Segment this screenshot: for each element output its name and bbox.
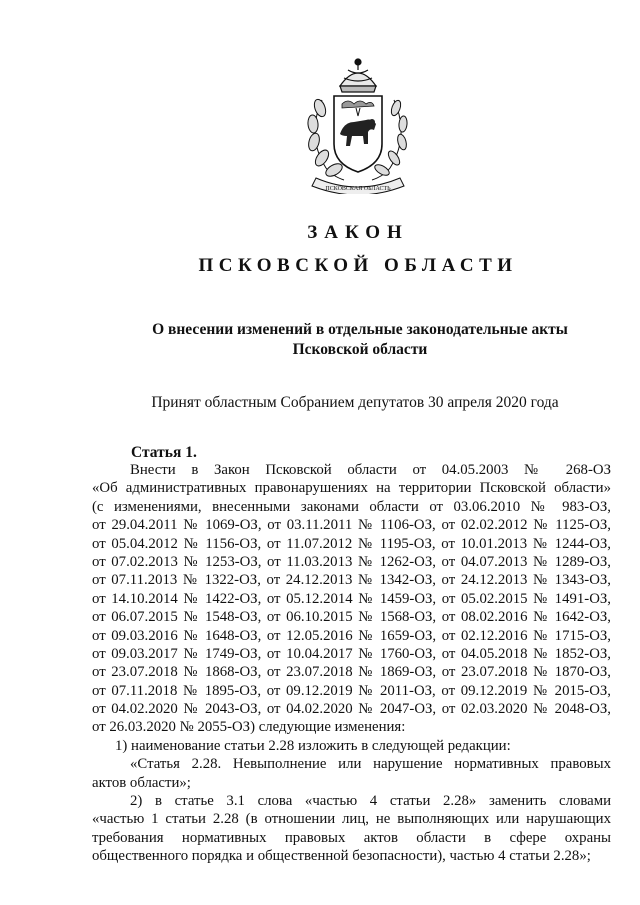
article-line: 2) в статье 3.1 слова «частью 4 статьи 2.28» заменить словами <box>130 793 611 810</box>
law-subject <box>150 320 570 360</box>
article-line: «Статья 2.28. Невыполнение или нарушение нормативных правовых <box>130 756 611 773</box>
article-line: от 23.07.2018 № 1868-ОЗ, от 23.07.2018 № 1869-ОЗ, от 23.07.2018 № 1870-ОЗ, <box>92 664 611 681</box>
article-line: от 26.03.2020 № 2055-ОЗ) следующие изменения: <box>92 719 406 736</box>
article-line: от 09.03.2017 № 1749-ОЗ, от 10.04.2017 № 1760-ОЗ, от 04.05.2018 № 1852-ОЗ, <box>92 645 611 662</box>
article-line: от 09.03.2016 № 1648-ОЗ, от 12.05.2016 № 1659-ОЗ, от 02.12.2016 № 1715-ОЗ, <box>92 627 611 644</box>
article-line: от 06.07.2015 № 1548-ОЗ, от 06.10.2015 № 1568-ОЗ, от 08.02.2016 № 1642-ОЗ, <box>92 609 611 626</box>
article-line: от 07.11.2013 № 1322-ОЗ, от 24.12.2013 № 1342-ОЗ, от 24.12.2013 № 1343-ОЗ, <box>92 572 611 589</box>
article-line: от 14.10.2014 № 1422-ОЗ, от 05.12.2014 № 1459-ОЗ, от 05.02.2015 № 1491-ОЗ, <box>92 590 611 607</box>
article-heading: Статья 1. <box>131 444 197 461</box>
article-line: от 29.04.2011 № 1069-ОЗ, от 03.11.2011 № 1106-ОЗ, от 02.02.2012 № 1125-ОЗ, <box>92 517 611 534</box>
emblem-ribbon-text: ПСКОВСКАЯ ОБЛАСТЬ <box>325 186 391 192</box>
document-region: ПСКОВСКОЙ ОБЛАСТИ <box>198 255 518 276</box>
article-line: актов области»; <box>92 774 191 791</box>
law-subject-line-1: О внесении изменений в отдельные законодательные акты <box>152 321 568 338</box>
article-line: от 04.02.2020 № 2043-ОЗ, от 04.02.2020 № 2047-ОЗ, от 02.03.2020 № 2048-ОЗ, <box>92 701 611 718</box>
law-subject-line-2: Псковской области <box>292 341 428 358</box>
article-line: от 05.04.2012 № 1156-ОЗ, от 11.07.2012 № 1195-ОЗ, от 10.01.2013 № 1244-ОЗ, <box>92 535 611 552</box>
adoption-note: Принят областным Собранием депутатов 30 апреля 2020 года <box>151 394 559 411</box>
article-line: «частью 1 статьи 2.28 (в отношении лиц, не выполняющих или нарушающих <box>92 811 611 828</box>
article-line: 1) наименование статьи 2.28 изложить в следующей редакции: <box>115 737 511 754</box>
article-line: требования нормативных правовых актов области в сфере охраны <box>92 829 611 846</box>
document-title: ЗАКОН <box>307 222 409 243</box>
article-line: от 07.02.2013 № 1253-ОЗ, от 11.03.2013 № 1262-ОЗ, от 04.07.2013 № 1289-ОЗ, <box>92 553 611 570</box>
article-line: общественного порядка и общественной безопасности), частью 4 статьи 2.28»; <box>92 848 591 865</box>
article-line: (с изменениями, внесенными законами области от 03.06.2010 № 983-ОЗ, <box>92 498 611 515</box>
article-body <box>92 461 611 866</box>
article-line: от 07.11.2018 № 1895-ОЗ, от 09.12.2019 № 2011-ОЗ, от 09.12.2019 № 2015-ОЗ, <box>92 682 611 699</box>
article-line: Внести в Закон Псковской области от 04.05.2003 № 268-ОЗ <box>130 462 611 478</box>
article-line: «Об административных правонарушениях на территории Псковской области» <box>92 480 611 497</box>
coat-of-arms-icon <box>296 56 420 194</box>
